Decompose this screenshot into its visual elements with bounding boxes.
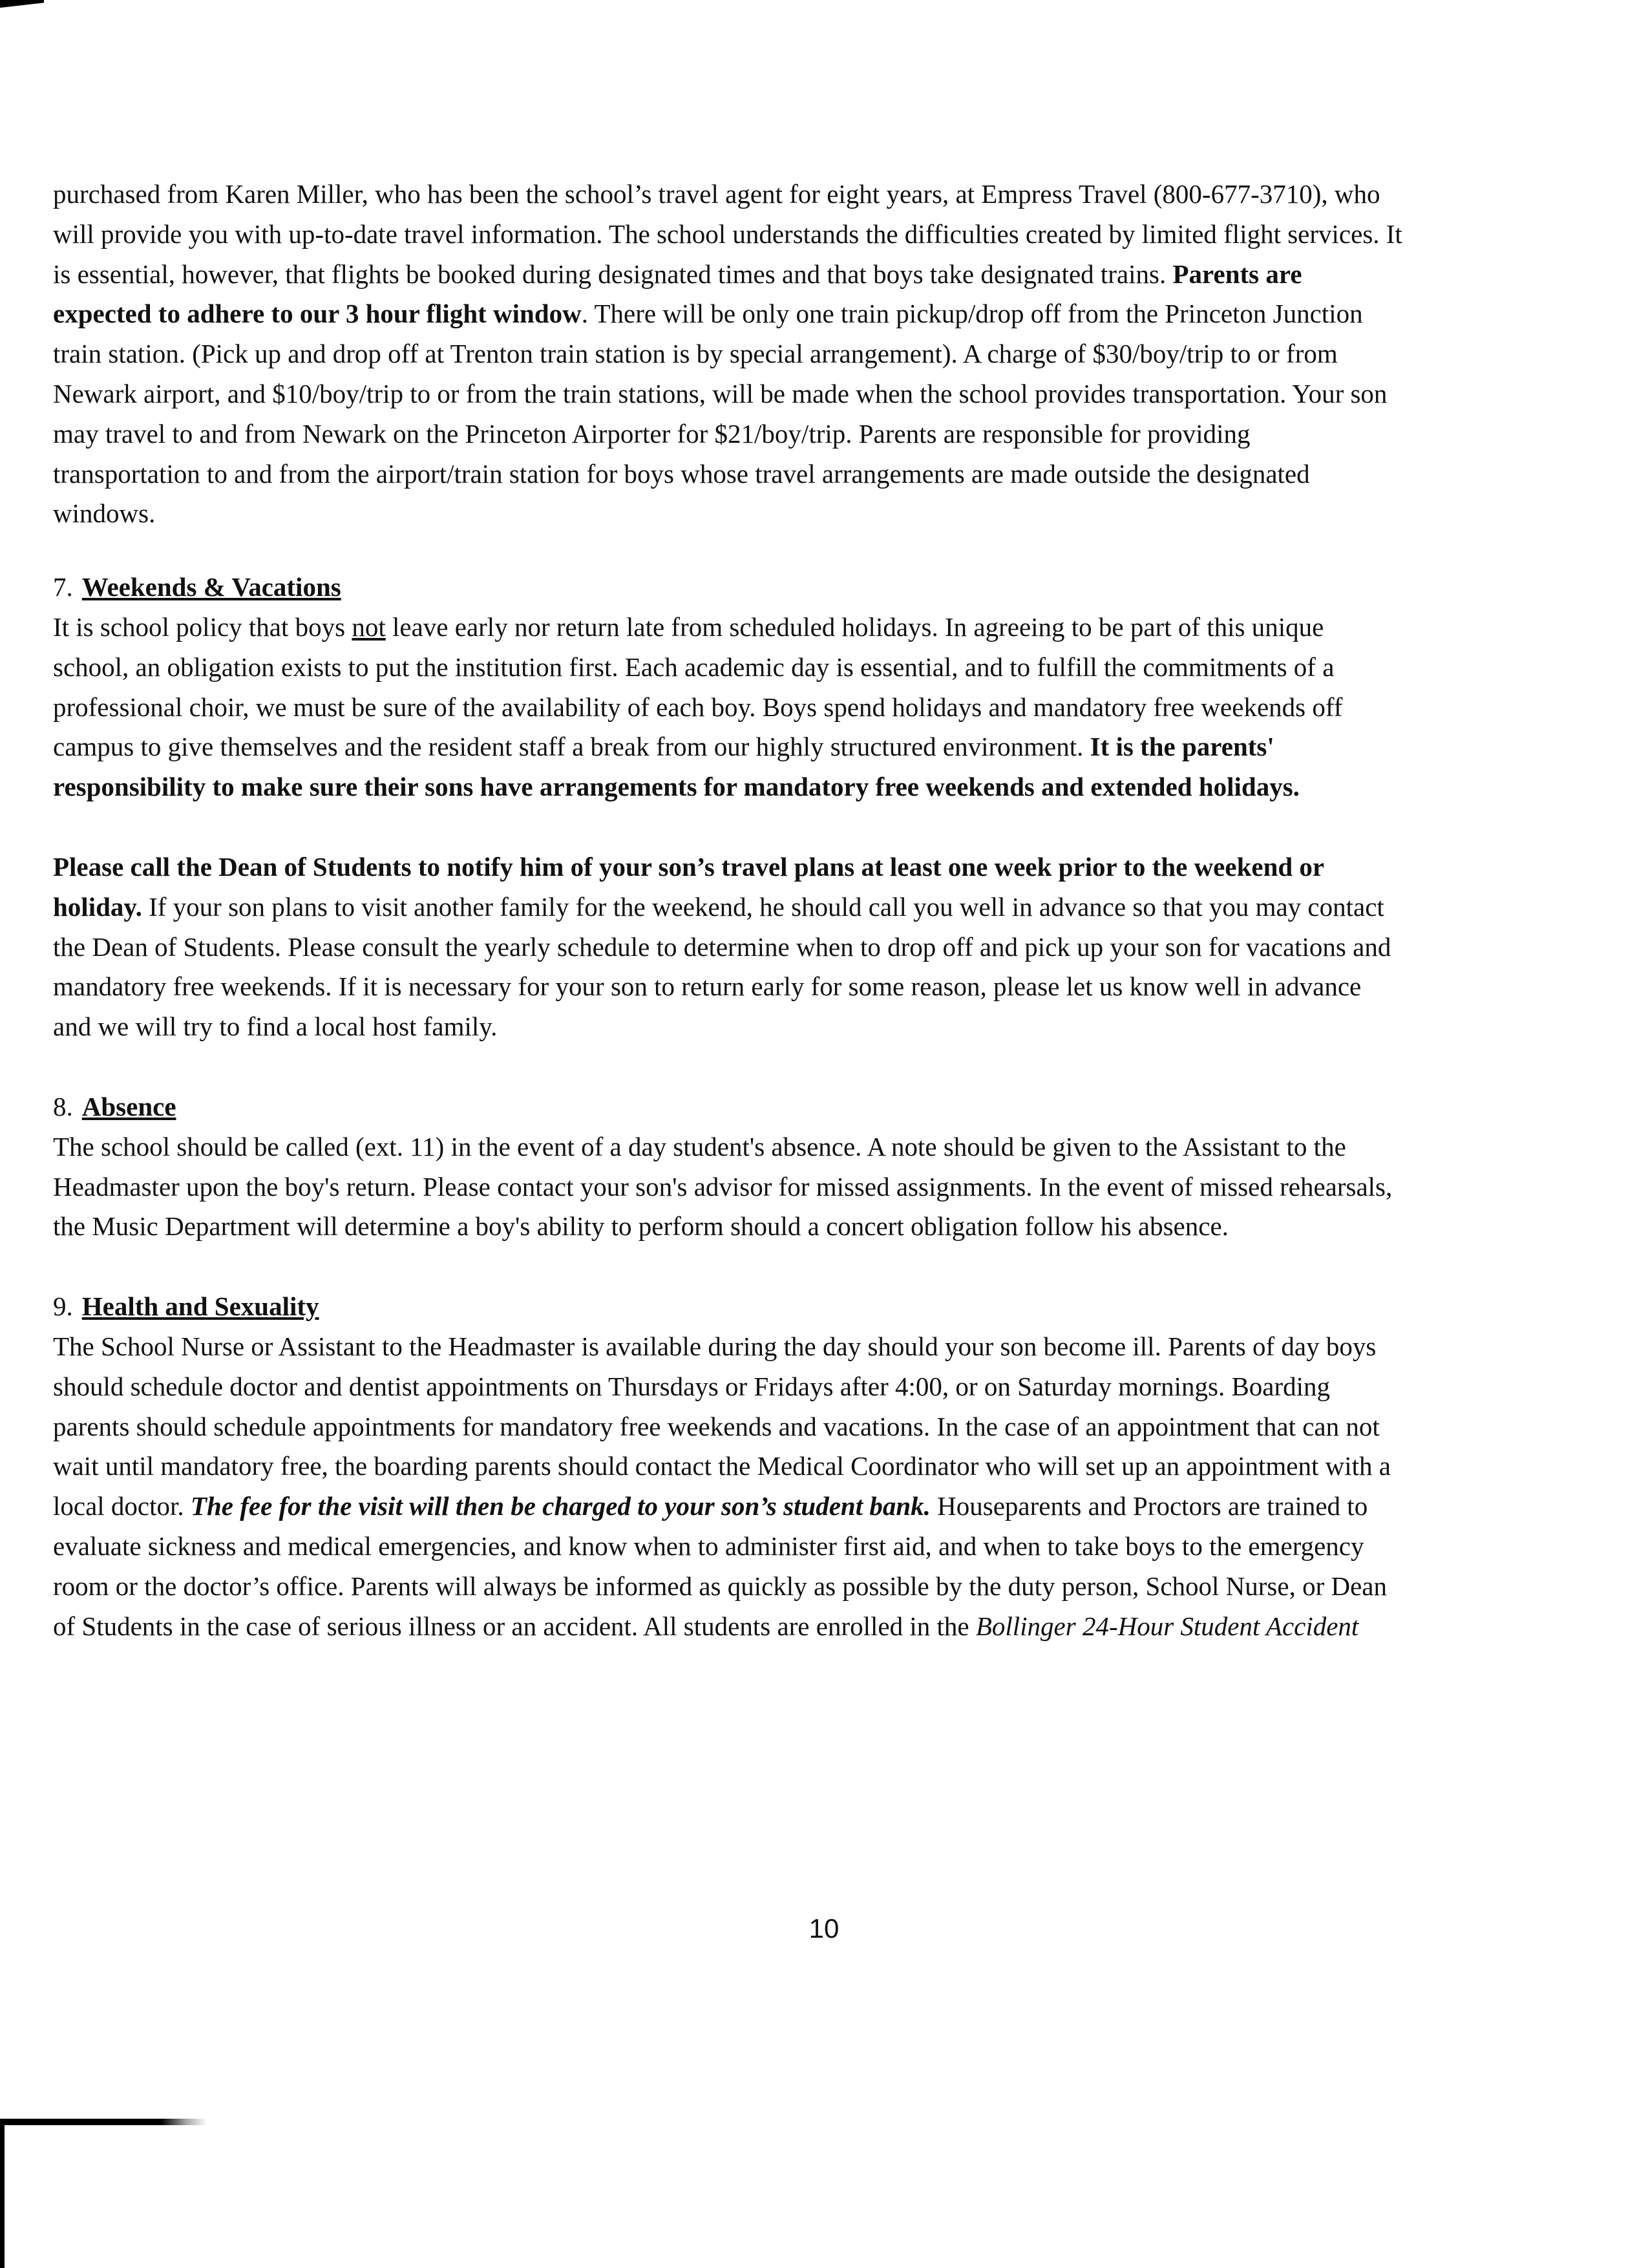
flight-window-notice: Parents are expected to adhere to our 3 hour flight window [53,259,1302,329]
section-7-heading: 7. Weekends & Vacations [53,572,341,602]
section-7-paragraph-2: Please call the Dean of Students to notify him of your son’s travel plans at least one week prior to the weekend or holiday. If your son plans to visit another family for the weekend, he should call you well in advance so that you may contact the Dean of Students. Please consult the yearly schedule to determine when to drop off and pick up your son for vacations and mandatory free weekends. If it is necessary for your son to return early for some reason, please let us know well in advance and we will try to find a local host family. [53,851,1391,1042]
section-7-paragraph-1: It is school policy that boys not leave early nor return late from scheduled holidays. In agreeing to be part of this unique school, an obligation exists to put the institution first. Each academic day is essential, and to fulfill the commitments of a professional choir, we must be sure of the availability of each boy. Boys spend holidays and mandatory free weekends off campus to give themselves and the resident staff a break from our highly structured environment. It is the parents' responsibility to make sure their sons have arrangements for mandatory free weekends and extended holidays. [53,611,1343,802]
fee-notice: The fee for the visit will then be charged to your son’s student bank. [190,1491,931,1521]
parents-responsibility-notice: It is the parents' responsibility to make sure their sons have arrangements for mandatory free weekends and extended holidays. [53,732,1300,802]
scan-edge-mark-left [0,2119,5,2268]
document-page [53,175,1404,1646]
dean-notify-notice: Please call the Dean of Students to notify him of your son’s travel plans at least one week prior to the weekend or holiday. [53,851,1324,922]
section-9-paragraph: The School Nurse or Assistant to the Headmaster is available during the day should your son become ill. Parents of day boys should schedule doctor and dentist appointments on Thursdays or Fridays after 4:00, or on Saturday mornings. Boarding parents should schedule appointments for mandatory free weekends and vacations. In the case of an appointment that can not wait until mandatory free, the boarding parents should contact the Medical Coordinator who will set up an appointment with a local doctor. The fee for the visit will then be charged to your son’s student bank. Houseparents and Proctors are trained to evaluate sickness and medical emergencies, and know when to administer first aid, and when to take boys to the emergency room or the doctor’s office. Parents will always be informed as quickly as possible by the duty person, School Nurse, or Dean of Students in the case of serious illness or an accident. All students are enrolled in the Bollinger 24-Hour Student Accident [53,1331,1391,1641]
intro-paragraph: purchased from Karen Miller, who has been the school’s travel agent for eight years, at Empress Travel (800-677-3710), who will provide you with up-to-date travel information. The school understands the difficulties created by limited flight services. It is essential, however, that flights be booked during designated times and that boys take designated trains. Parents are expected to adhere to our 3 hour flight window. There will be only one train pickup/drop off from the Princeton Junction train station. (Pick up and drop off at Trenton train station is by special arrangement). A charge of $30/boy/trip to or from Newark airport, and $10/boy/trip to or from the train stations, will be made when the school provides transportation. Your son may travel to and from Newark on the Princeton Airporter for $21/boy/trip. Parents are responsible for providing transportation to and from the airport/train station for boys whose travel arrangements are made outside the designated windows. [53,179,1402,529]
page-number: 10 [808,1913,840,1944]
section-8-heading: 8. Absence [53,1091,176,1121]
section-9-heading: 9. Health and Sexuality [53,1291,319,1322]
scan-edge-mark-bottom [0,2119,207,2125]
scan-edge-mark-top [0,0,44,8]
insurance-name: Bollinger 24-Hour Student Accident [975,1611,1359,1641]
section-8-paragraph: The school should be called (ext. 11) in the event of a day student's absence. A note should be given to the Assistant to the Headmaster upon the boy's return. Please contact your son's advisor for missed assignments. In the event of missed rehearsals, the Music Department will determine a boy's ability to perform should a concert obligation follow his absence. [53,1131,1393,1242]
